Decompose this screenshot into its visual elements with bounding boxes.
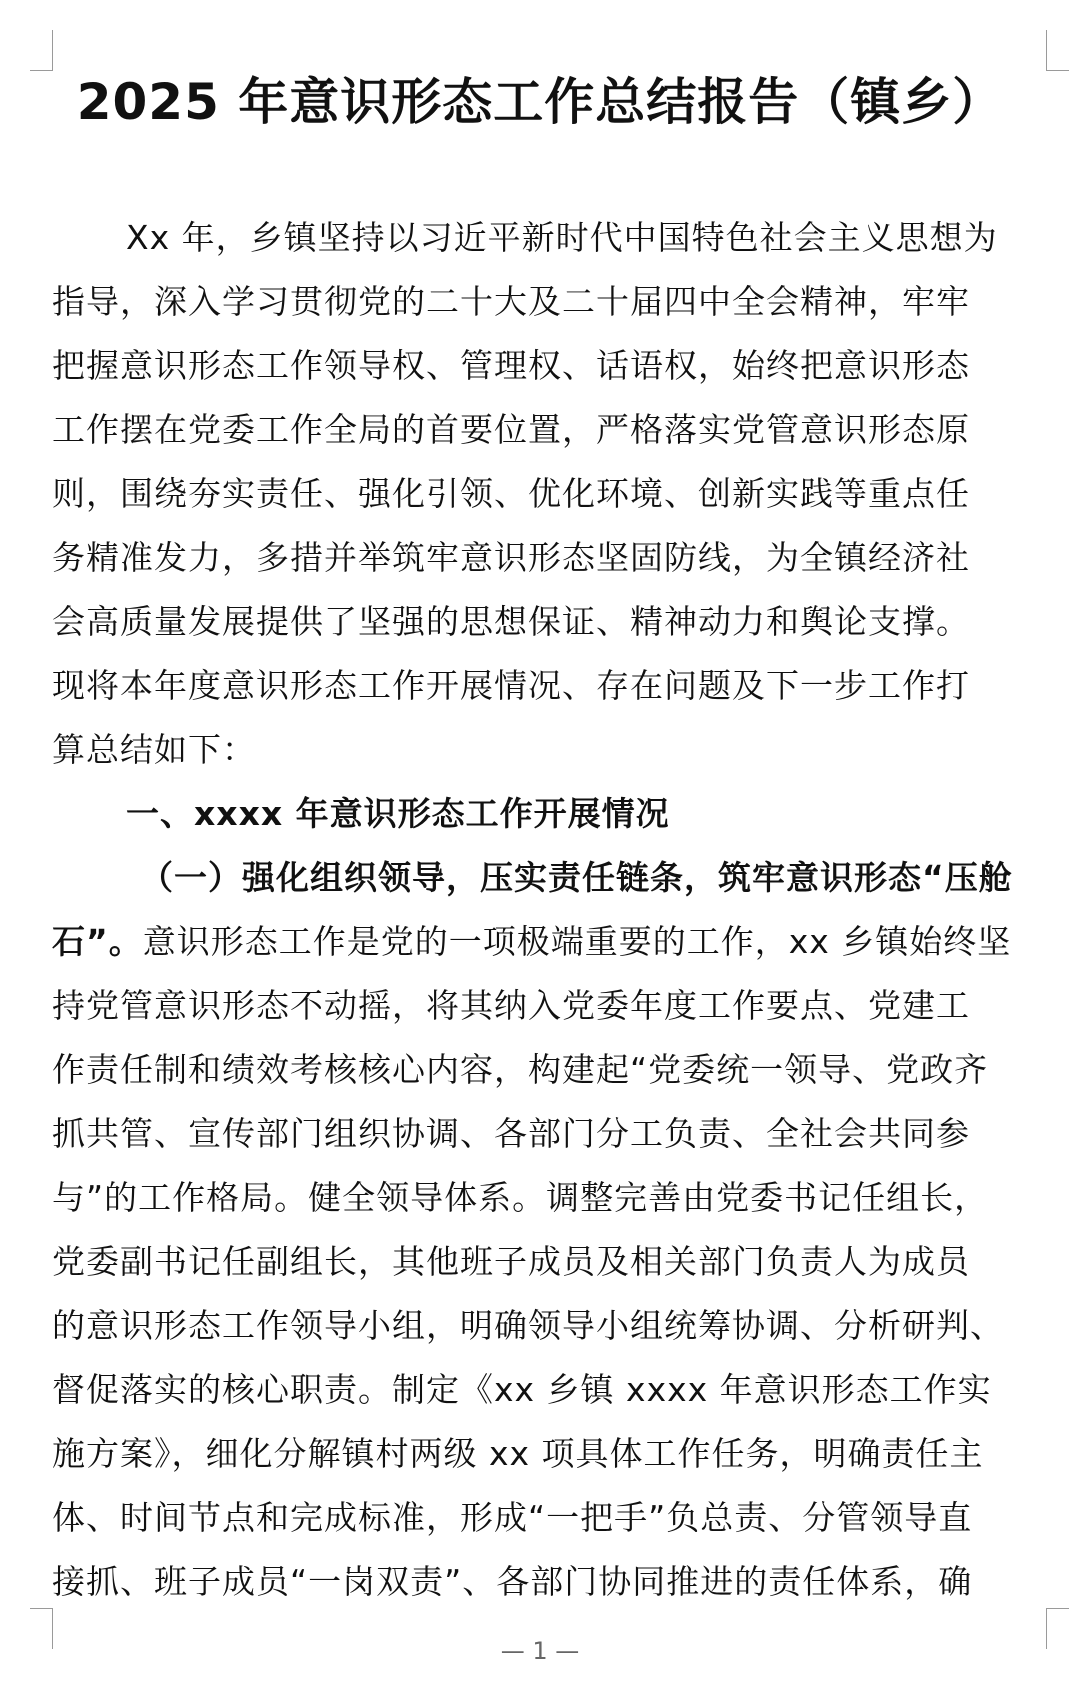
paragraph-line: 把握意识形态工作领导权、管理权、话语权，始终把意识形态 [52,346,970,385]
paragraph-line: 指导，深入学习贯彻党的二十大及二十届四中全会精神，牢牢 [52,282,970,321]
paragraph-line: 与”的工作格局。健全领导体系。调整完善由党委书记任组长， [52,1178,989,1217]
paragraph-line: 现将本年度意识形态工作开展情况、存在问题及下一步工作打 [52,666,970,705]
subheading-end: 石”。 [52,922,143,961]
crop-mark-top-right [1046,30,1069,71]
paragraph-line: 督促落实的核心职责。制定《xx 乡镇 xxxx 年意识形态工作实 [52,1370,992,1409]
section-heading: 一、xxxx 年意识形态工作开展情况 [126,794,670,833]
paragraph-line: 工作摆在党委工作全局的首要位置，严格落实党管意识形态原 [52,410,970,449]
paragraph-line: 务精准发力，多措并举筑牢意识形态坚固防线，为全镇经济社 [52,538,970,577]
document-title: 2025 年意识形态工作总结报告（镇乡） [76,73,1004,131]
paragraph-line: 体、时间节点和完成标准，形成“一把手”负总责、分管领导直 [52,1498,973,1537]
paragraph-line: 接抓、班子成员“一岗双责”、各部门协同推进的责任体系，确 [52,1562,973,1601]
paragraph-line: 持党管意识形态不动摇，将其纳入党委年度工作要点、党建工 [52,986,970,1025]
paragraph-line [52,910,1052,974]
subheading: （一）强化组织领导，压实责任链条，筑牢意识形态“压舱 [140,858,1013,897]
paragraph-line: 会高质量发展提供了坚强的思想保证、精神动力和舆论支撑。 [52,602,970,641]
paragraph-line: 则，围绕夯实责任、强化引领、优化环境、创新实践等重点任 [52,474,970,513]
paragraph-line: 施方案》，细化分解镇村两级 xx 项具体工作任务，明确责任主 [52,1434,984,1473]
paragraph-line: 的意识形态工作领导小组，明确领导小组统筹协调、分析研判、 [52,1306,1004,1345]
paragraph-line: 抓共管、宣传部门组织协调、各部门分工负责、全社会共同参 [52,1114,970,1153]
paragraph-line: 算总结如下： [52,730,256,769]
paragraph-line: 作责任制和绩效考核核心内容，构建起“党委统一领导、党政齐 [52,1050,989,1089]
paragraph-line: 党委副书记任副组长，其他班子成员及相关部门负责人为成员 [52,1242,970,1281]
paragraph-text: 意识形态工作是党的一项极端重要的工作，xx 乡镇始终坚 [142,922,1012,961]
page-number: — 1 — [500,1637,580,1665]
paragraph-line: Xx 年，乡镇坚持以习近平新时代中国特色社会主义思想为 [126,218,998,257]
document-body [52,206,1052,1614]
